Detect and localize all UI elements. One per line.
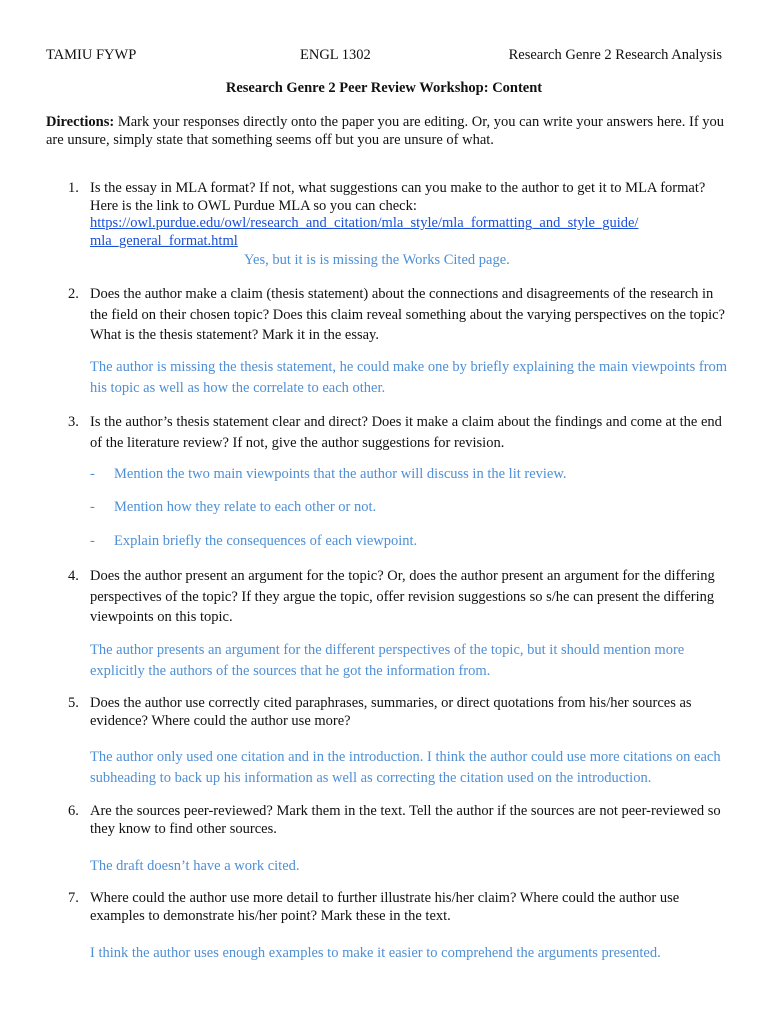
- answer-4: The author presents an argument for the different perspectives of the topic, but it should mention more explicitly the authors of the sources that he got the information from.: [90, 642, 685, 679]
- answer-1: Yes, but it is is missing the Works Cited page.: [244, 252, 510, 268]
- directions-label: Directions:: [46, 114, 115, 130]
- bullet-text: Mention how they relate to each other or not.: [114, 499, 377, 515]
- question-number: 4.: [68, 568, 79, 584]
- bullet-dash: -: [90, 533, 95, 549]
- question-text: Does the author present an argument for the topic? Or, does the author present an argument for the differing perspectives of the topic? If they argue the topic, offer revision suggestions so s/he can present the differing viewpoints on this topic.: [90, 568, 715, 625]
- bullet-dash: -: [90, 499, 95, 515]
- question-number: 3.: [68, 414, 79, 430]
- question-number: 7.: [68, 890, 79, 906]
- bullet-text: Explain briefly the consequences of each viewpoint.: [114, 533, 418, 549]
- bullet-dash: -: [90, 466, 95, 482]
- bullet-text: Mention the two main viewpoints that the author will discuss in the lit review.: [114, 466, 567, 482]
- suggestion-bullet: [90, 499, 730, 516]
- question-2: [68, 284, 728, 346]
- answer-6: The draft doesn’t have a work cited.: [90, 858, 300, 874]
- question-text: Are the sources peer-reviewed? Mark them in the text. Tell the author if the sources are not peer-reviewed so they know to find other sources.: [90, 803, 721, 837]
- header-assignment: Research Genre 2 Research Analysis: [508, 47, 722, 63]
- suggestion-bullet: [90, 533, 730, 550]
- directions-paragraph: [46, 113, 736, 149]
- question-text: Is the essay in MLA format? If not, what suggestions can you make to the author to get it to MLA format? Here is the link to OWL Purdue MLA so you can check:: [90, 180, 706, 214]
- document-header: [46, 47, 722, 67]
- question-text: Does the author make a claim (thesis statement) about the connections and disagreements of the research in the field on their chosen topic? Does this claim reveal something about the varying perspectives on the topic? What is the thesis statement? Mark it in the essay.: [90, 286, 725, 343]
- question-4: [68, 566, 728, 628]
- owl-mla-link[interactable]: https://owl.purdue.edu/owl/research_and_citation/mla_style/mla_formatting_and_style_guide/: [90, 215, 639, 231]
- question-text: Does the author use correctly cited paraphrases, summaries, or direct quotations from his/her sources as evidence? Where could the author use more?: [90, 695, 692, 729]
- answer-7: I think the author uses enough examples to make it easier to comprehend the arguments presented.: [90, 945, 661, 961]
- answer-2: The author is missing the thesis statement, he could make one by briefly explaining the main viewpoints from his topic as well as how the correlate to each other.: [90, 359, 728, 396]
- question-number: 6.: [68, 803, 79, 819]
- question-number: 5.: [68, 695, 79, 711]
- suggestion-bullet: [90, 466, 730, 483]
- question-7: [68, 890, 728, 925]
- question-3: [68, 412, 728, 453]
- header-course: ENGL 1302: [300, 47, 371, 63]
- directions-text: Mark your responses directly onto the paper you are editing. Or, you can write your answers here. If you are unsure, simply state that something seems off but you are unsure of what.: [46, 114, 725, 148]
- question-5: [68, 695, 728, 730]
- header-institution: TAMIU FYWP: [46, 47, 137, 63]
- question-6: [68, 803, 728, 838]
- owl-mla-link-continued[interactable]: mla_general_format.html: [90, 232, 238, 249]
- question-1: [68, 180, 728, 250]
- page-title: Research Genre 2 Peer Review Workshop: Content: [225, 80, 543, 96]
- question-number: 2.: [68, 286, 79, 302]
- answer-5: The author only used one citation and in the introduction. I think the author could use more citations on each subheading to back up his information as well as correcting the citation used on the introduction.: [90, 749, 721, 786]
- question-number: 1.: [68, 180, 79, 196]
- question-text: Where could the author use more detail to further illustrate his/her claim? Where could the author use examples to demonstrate his/her point? Mark these in the text.: [90, 890, 680, 924]
- question-text: Is the author’s thesis statement clear and direct? Does it make a claim about the findings and come at the end of the literature review? If not, give the author suggestions for revision.: [90, 414, 722, 451]
